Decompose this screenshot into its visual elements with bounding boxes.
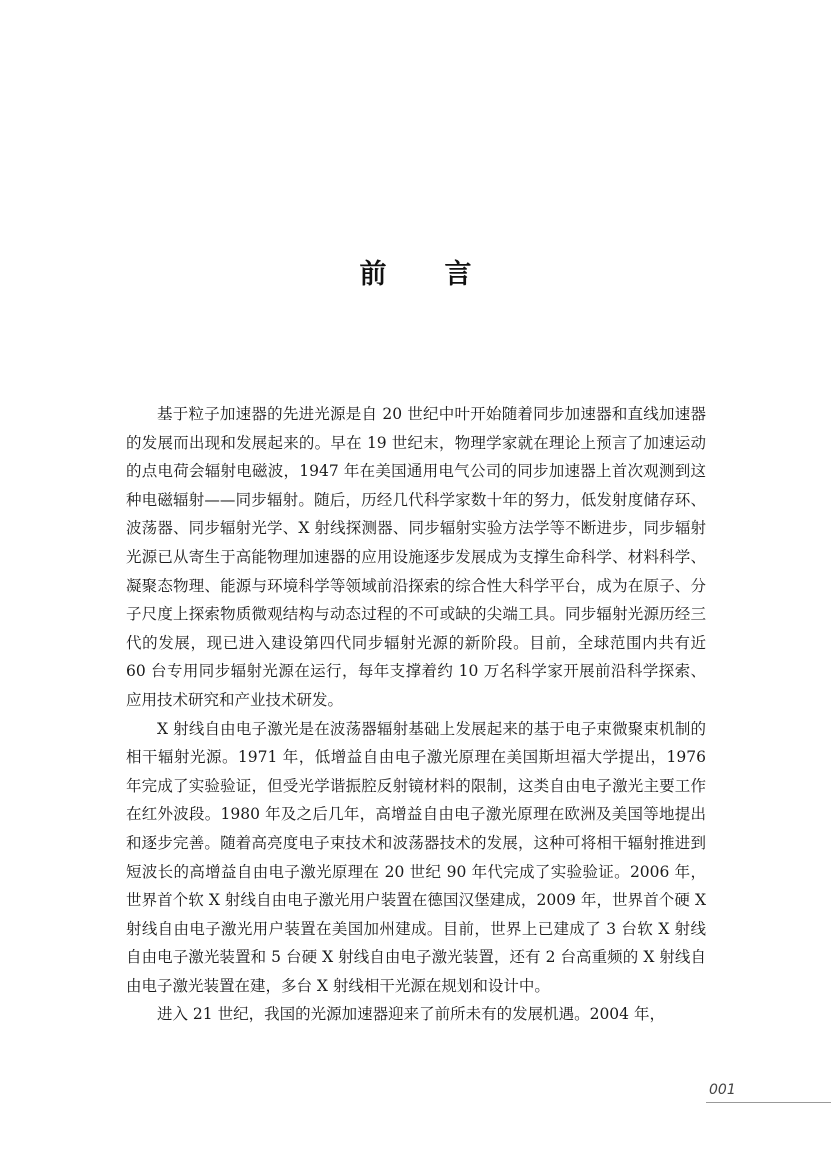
page-number-rule xyxy=(706,1102,831,1103)
paragraph: 基于粒子加速器的先进光源是自 20 世纪中叶开始随着同步加速器和直线加速器的发展而出现和发展起来的。早在 19 世纪末，物理学家就在理论上预言了加速运动的点电荷会辐射电磁波，1947 年在美国通用电气公司的同步加速器上首次观测到这种电磁辐射——同步辐射。随后，历经几代科学家数十年的努力，低发射度储存环、波荡器、同步辐射光学、X 射线探测器、同步辐射实验方法学等不断进步，同步辐射光源已从寄生于高能物理加速器的应用设施逐步发展成为支撑生命科学、材料科学、凝聚态物理、能源与环境科学等领域前沿探索的综合性大科学平台，成为在原子、分子尺度上探索物质微观结构与动态过程的不可或缺的尖端工具。同步辐射光源历经三代的发展，现已进入建设第四代同步辐射光源的新阶段。目前，全球范围内共有近 60 台专用同步辐射光源在运行，每年支撑着约 10 万名科学家开展前沿科学探索、应用技术研究和产业技术研发。 xyxy=(126,405,706,709)
paragraph: X 射线自由电子激光是在波荡器辐射基础上发展起来的基于电子束微聚束机制的相干辐射光源。1971 年，低增益自由电子激光原理在美国斯坦福大学提出，1976 年完成了实验验证，但受光学谐振腔反射镜材料的限制，这类自由电子激光主要工作在红外波段。1980 年及之后几年，高增益自由电子激光原理在欧洲及美国等地提出和逐步完善。随着高亮度电子束技术和波荡器技术的发展，这种可将相干辐射推进到短波长的高增益自由电子激光原理在 20 世纪 90 年代完成了实验验证。2006 年，世界首个软 X 射线自由电子激光用户装置在德国汉堡建成，2009 年，世界首个硬 X 射线自由电子激光用户装置在美国加州建成。目前，世界上已建成了 3 台软 X 射线自由电子激光装置和 5 台硬 X 射线自由电子激光装置，还有 2 台高重频的 X 射线自由电子激光装置在建，多台 X 射线相干光源在规划和设计中。 xyxy=(126,719,706,995)
paragraph: 进入 21 世纪，我国的光源加速器迎来了前所未有的发展机遇。2004 年， xyxy=(157,1005,665,1024)
body-text xyxy=(126,400,706,1029)
page-number: 001 xyxy=(709,1082,736,1098)
page-title: 前言 xyxy=(359,259,530,290)
